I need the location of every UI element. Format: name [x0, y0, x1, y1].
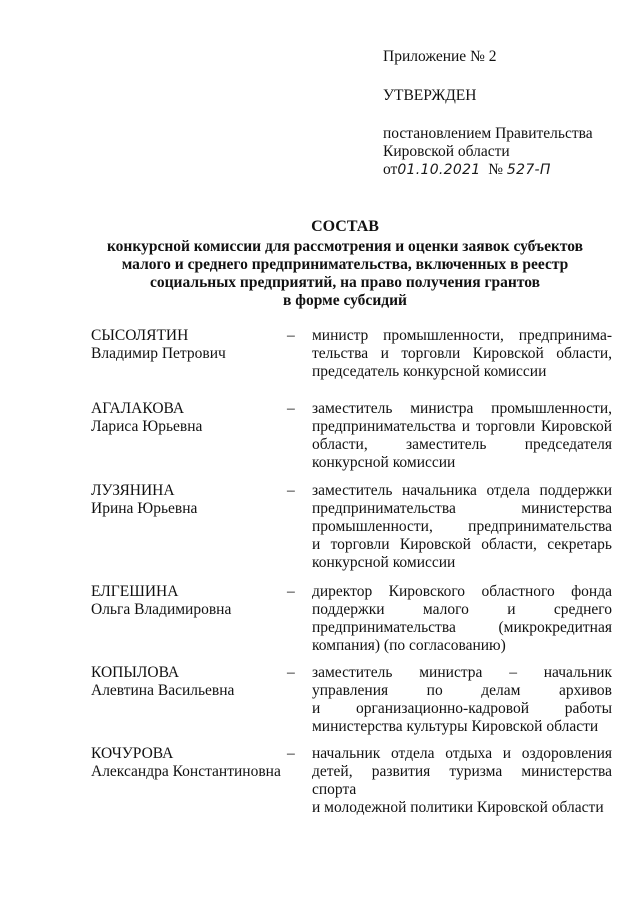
member-role — [312, 745, 612, 817]
member-role-line: заместитель министра промышленности, — [312, 400, 612, 417]
title-line-1: конкурсной комиссии для рассмотрения и оценки заявок субъектов — [106, 238, 584, 255]
member-name — [91, 664, 291, 700]
member-name — [91, 482, 291, 518]
member-role-line: конкурсной комиссии — [312, 554, 456, 571]
member-role-line: поддержки малого и среднего — [312, 601, 612, 618]
member-role-line: промышленности, предпринимательства — [312, 518, 612, 535]
title-line-3: социальных предприятий, на право получения грантов — [150, 274, 540, 291]
approval-block — [383, 48, 623, 179]
member-role-line: предпринимательства (микрокредитная — [312, 619, 612, 636]
member-dash: – — [287, 327, 295, 344]
number-prefix: № — [488, 161, 504, 178]
member-role-line: начальник отдела отдыха и оздоровления — [312, 745, 612, 762]
member-role-line: конкурсной комиссии — [312, 454, 456, 471]
decree-date-number — [383, 161, 623, 179]
member-given-name: Ирина Юрьевна — [91, 500, 198, 517]
member-surname: ЛУЗЯНИНА — [91, 482, 175, 499]
member-given-name: Ольга Владимировна — [91, 601, 232, 618]
member-given-name: Александра Константиновна — [91, 763, 281, 780]
member-given-name: Владимир Петрович — [91, 345, 226, 362]
member-role-line: директор Кировского областного фонда — [312, 583, 612, 600]
member-dash: – — [287, 583, 295, 600]
member-role-line: заместитель министра – начальник — [312, 664, 612, 681]
document-title — [80, 218, 610, 310]
member-role — [312, 664, 612, 736]
member-name — [91, 745, 291, 781]
approved-by-line-2: Кировской области — [383, 143, 510, 160]
member-role-line: министр промышленности, предпринима- — [312, 327, 612, 344]
member-name — [91, 327, 291, 363]
member-surname: КОЧУРОВА — [91, 745, 174, 762]
member-role-line: предпринимательства министерства — [312, 500, 612, 517]
member-name — [91, 400, 291, 436]
member-role — [312, 482, 612, 572]
handwritten-date: 01.10.2021 — [397, 162, 481, 178]
title-heading: СОСТАВ — [311, 218, 379, 235]
member-role-line: детей, развития туризма министерства спорта — [312, 763, 612, 798]
member-role-line: и организационно-кадровой работы — [312, 700, 612, 717]
member-surname: СЫСОЛЯТИН — [91, 327, 189, 344]
from-prefix: от — [383, 161, 398, 178]
title-line-4: в форме субсидий — [283, 292, 407, 309]
member-role — [312, 327, 612, 381]
appendix-label: Приложение № 2 — [383, 48, 497, 65]
member-dash: – — [287, 745, 295, 762]
member-role-line: тельства и торговли Кировской области, — [312, 345, 612, 362]
member-role — [312, 583, 612, 655]
member-role-line: компания) (по согласованию) — [312, 637, 506, 654]
member-surname: КОПЫЛОВА — [91, 664, 180, 681]
handwritten-number: 527-П — [506, 162, 551, 178]
member-given-name: Лариса Юрьевна — [91, 418, 203, 435]
member-role-line: и молодежной политики Кировской области — [312, 799, 604, 816]
member-role-line: председатель конкурсной комиссии — [312, 363, 547, 380]
member-role-line: области, заместитель председателя — [312, 436, 612, 453]
member-role-line: предпринимательства и торговли Кировской — [312, 418, 612, 435]
member-role-line: министерства культуры Кировской области — [312, 718, 599, 735]
approved-label: УТВЕРЖДЕН — [383, 87, 477, 104]
member-role-line: управления по делам архивов — [312, 682, 612, 699]
member-role-line: заместитель начальника отдела поддержки — [312, 482, 612, 499]
title-line-2: малого и среднего предпринимательства, включенных в реестр — [121, 256, 569, 273]
member-name — [91, 583, 291, 619]
member-dash: – — [287, 400, 295, 417]
member-surname: АГАЛАКОВА — [91, 400, 185, 417]
member-dash: – — [287, 482, 295, 499]
member-role-line: и торговли Кировской области, секретарь — [312, 536, 612, 553]
member-role — [312, 400, 612, 472]
member-surname: ЕЛГЕШИНА — [91, 583, 179, 600]
member-dash: – — [287, 664, 295, 681]
member-given-name: Алевтина Васильевна — [91, 682, 235, 699]
approved-by-line-1: постановлением Правительства — [383, 125, 593, 142]
